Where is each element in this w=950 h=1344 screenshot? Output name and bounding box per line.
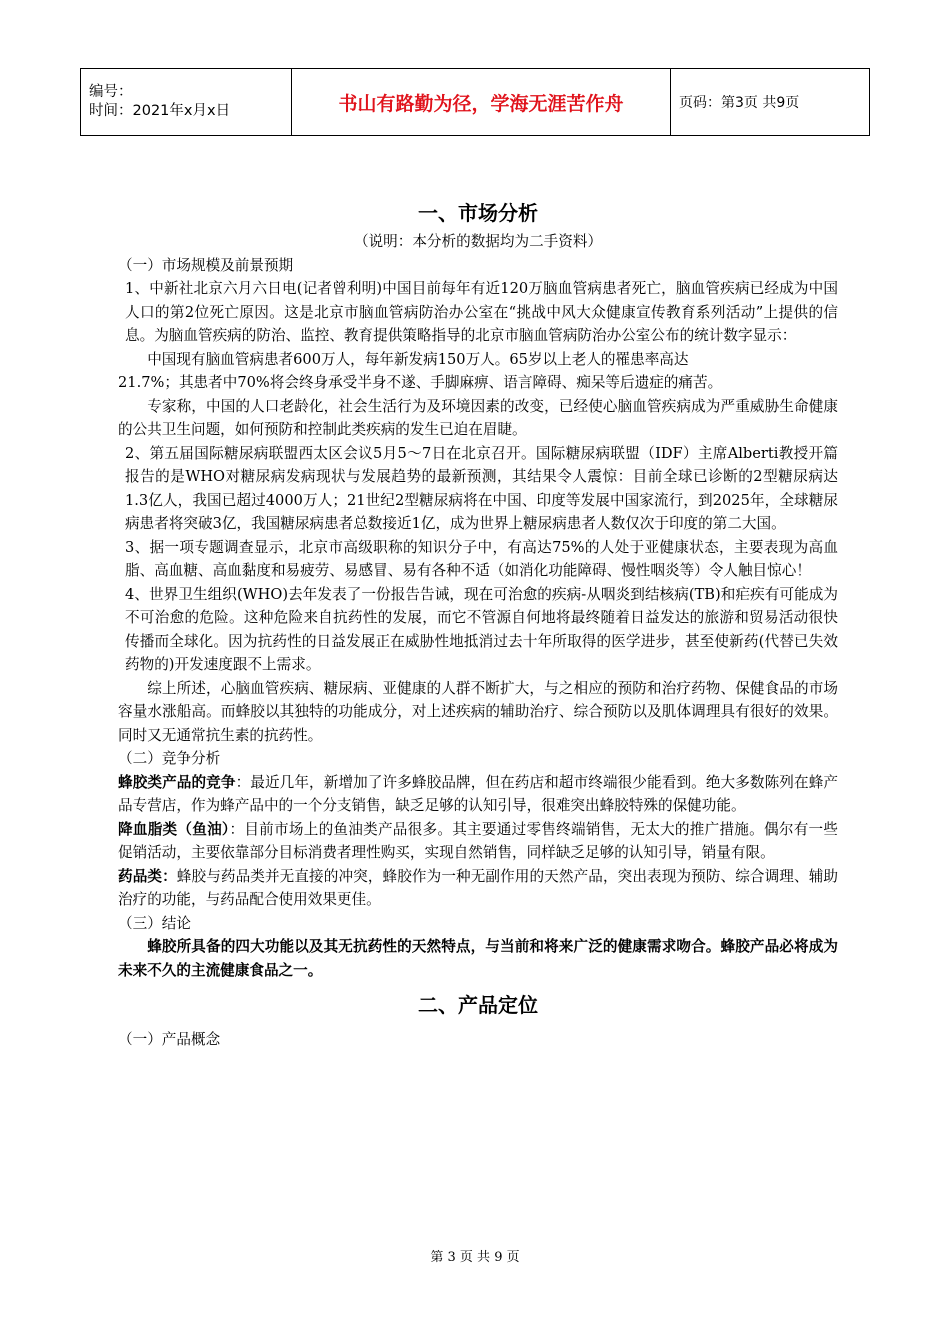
- subheading-market-scale: （一）市场规模及前景预期: [118, 256, 294, 274]
- competition-fish-oil-text: ：目前市场上的鱼油类产品很多。其主要通过零售终端销售，无太大的推广措施。偶尔有一些促销活动，主要依靠部分目标消费者理性购买，实现自然销售，同样缺乏足够的认知引导，销量有限。: [118, 820, 838, 861]
- competition-drugs-label: 药品类：: [118, 867, 177, 885]
- paragraph-3: 专家称，中国的人口老龄化，社会生活行为及环境因素的改变，已经使心脑血管疾病成为严重威胁生命健康的公共卫生问题，如何预防和控制此类疾病的发生已迫在眉睫。: [118, 397, 838, 438]
- competition-drugs-text: 蜂胶与药品类并无直接的冲突，蜂胶作为一种无副作用的天然产品，突出表现为预防、综合调理、辅助治疗的功能，与药品配合使用效果更佳。: [118, 867, 838, 908]
- paragraph-2b: 21.7%；其患者中70%将会终身承受半身不遂、手脚麻痹、语言障碍、痴呆等后遗症的痛苦。: [118, 374, 723, 391]
- section-title-market-analysis: 一、市场分析: [418, 201, 538, 225]
- paragraph-summary: 综上所述，心脑血管疾病、糖尿病、亚健康的人群不断扩大，与之相应的预防和治疗药物、保健食品的市场容量水涨船高。而蜂胶以其独特的功能成分，对上述疾病的辅助治疗、综合预防以及肌体调理具有很好的效果。同时又无通常抗生素的抗药性。: [118, 679, 838, 744]
- competition-propolis-label: 蜂胶类产品的竞争: [118, 773, 236, 791]
- competition-propolis: [118, 771, 838, 818]
- page-footer: 第 3 页 共 9 页: [430, 1250, 520, 1265]
- paragraph-5: 3、据一项专题调查显示，北京市高级职称的知识分子中，有高达75%的人处于亚健康状态，主要表现为高血脂、高血糖、高血黏度和易疲劳、易感冒、易有各种不适（如消化功能障碍、慢性咽炎等）令人触目惊心！: [125, 538, 838, 579]
- competition-drugs: [118, 865, 838, 912]
- subheading-product-concept: （一）产品概念: [118, 1031, 221, 1048]
- data-note: （说明：本分析的数据均为二手资料）: [353, 233, 603, 250]
- competition-fish-oil: [118, 818, 838, 865]
- header-meta: [81, 69, 292, 136]
- section-title-product-positioning: 二、产品定位: [418, 993, 538, 1017]
- header-table: [80, 68, 870, 136]
- number-label: 编号：: [89, 84, 133, 100]
- document-body: [118, 196, 838, 1052]
- paragraph-2a: 中国现有脑血管病患者600万人，每年新发病150万人。65岁以上老人的罹患率高达: [147, 350, 689, 368]
- paragraph-1: 1、中新社北京六月六日电(记者曾利明)中国目前每年有近120万脑血管病患者死亡，脑血管疾病已经成为中国人口的第2位死亡原因。这是北京市脑血管病防治办公室在“挑战中风大众健康宣传教育系列活动”上提供的信息。为脑血管疾病的防治、监控、教育提供策略指导的北京市脑血管病防治办公室公布的统计数字显示：: [125, 280, 838, 344]
- conclusion-paragraph: [118, 935, 838, 982]
- paragraph-6: 4、世界卫生组织(WHO)去年发表了一份报告告诫，现在可治愈的疾病-从咽炎到结核病(TB)和疟疾有可能成为不可治愈的危险。这种危险来自抗药性的发展，而它不管源自何地将最终随着日益发达的旅游和贸易活动很快传播而全球化。因为抗药性的日益发展正在威胁性地抵消过去十年所取得的医学进步，甚至使新药(代替已失效药物的)开发速度跟不上需求。: [125, 585, 838, 673]
- header-motto: 书山有路勤为径，学海无涯苦作舟: [292, 69, 671, 136]
- subheading-conclusion: （三）结论: [118, 914, 191, 932]
- header-page-info: 页码：第3页 共9页: [671, 69, 870, 136]
- paragraph-4: 2、第五届国际糖尿病联盟西太区会议5月5～7日在北京召开。国际糖尿病联盟（IDF）主席Alberti教授开篇报告的是WHO对糖尿病发病现状与发展趋势的最新预测，其结果令人震惊：目前全球已诊断的2型糖尿病达1.3亿人，我国已超过4000万人；21世纪2型糖尿病将在中国、印度等发展中国家流行，到2025年，全球糖尿病患者将突破3亿，我国糖尿病患者总数接近1亿，成为世界上糖尿病患者人数仅次于印度的第二大国。: [125, 444, 838, 532]
- conclusion-text: 蜂胶所具备的四大功能以及其无抗药性的天然特点，与当前和将来广泛的健康需求吻合。蜂胶产品必将成为未来不久的主流健康食品之一。: [118, 938, 838, 979]
- date-label: 时间：2021年x月x日: [89, 103, 231, 119]
- subheading-competition: （二）竞争分析: [118, 750, 221, 767]
- competition-fish-oil-label: 降血脂类（鱼油）: [118, 820, 230, 838]
- competition-propolis-text: ：最近几年，新增加了许多蜂胶品牌，但在药店和超市终端很少能看到。绝大多数陈列在蜂产品专营店，作为蜂产品中的一个分支销售，缺乏足够的认知引导，很难突出蜂胶特殊的保健功能。: [118, 773, 838, 814]
